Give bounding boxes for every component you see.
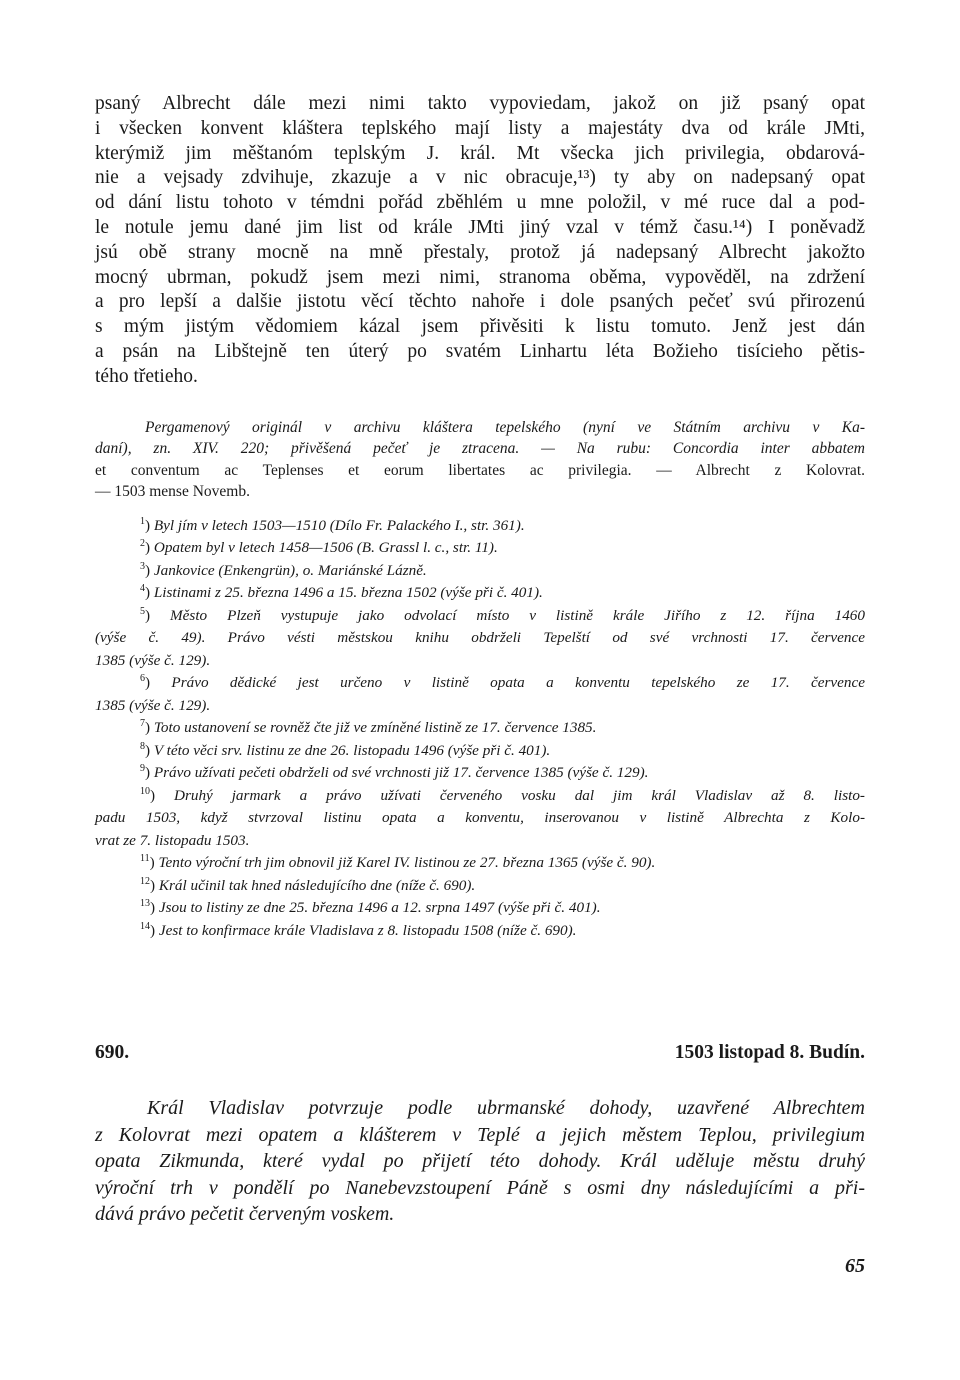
main-text-line: mocný ubrman, pokudž jsem mezi nimi, stranoma oběma, vypověděl, na zdržení — [95, 266, 865, 288]
footnote-mark-paren: ) — [150, 786, 174, 804]
footnote-text: padu 1503, když stvrzoval listinu opata a konventu, inserovanou v listině Albrechta z Kolo- — [95, 809, 865, 827]
footnote — [95, 762, 865, 785]
footnote-text: 1385 (výše č. 129). — [95, 696, 211, 714]
footnote-mark: 4 — [140, 583, 145, 594]
footnote — [95, 717, 865, 740]
main-text-line: psaný Albrecht dále mezi nimi takto vypoviedam, jakož on již psaný opat — [95, 93, 865, 114]
footnote-mark-paren: ) — [145, 674, 172, 692]
footnote-line — [95, 897, 865, 920]
footnote — [95, 672, 865, 717]
footnote — [95, 605, 865, 673]
footnote-mark-paren: ) — [150, 899, 159, 917]
main-text-line: jsú obě strany mocně na mně přestaly, protož já nadepsaný Albrecht jakožto — [95, 241, 865, 263]
footnote-mark: 12 — [140, 875, 150, 887]
footnote — [95, 875, 865, 898]
source-note-line: Pergamenový originál v archivu kláštera tepelského (nyní ve Státním archivu v Ka- — [145, 418, 865, 436]
footnote-line — [95, 515, 865, 538]
footnote — [95, 740, 865, 763]
footnote-mark: 2 — [140, 538, 145, 549]
main-text-line: i všecken konvent kláštera teplského mají listy a majestáty dva od krále JMti, — [95, 117, 865, 139]
footnote-mark-paren: ) — [145, 741, 154, 759]
footnote-text: Jankovice (Enkengrün), o. Mariánské Lázně. — [153, 561, 427, 579]
footnote-mark-paren: ) — [150, 876, 159, 894]
footnote-line — [95, 537, 865, 560]
footnote-mark: 5 — [140, 605, 145, 617]
footnote-mark-paren: ) — [145, 561, 154, 579]
main-text-line: tého třetieho. — [95, 365, 198, 387]
footnote-line — [95, 582, 865, 605]
footnote-mark: 14 — [140, 920, 150, 932]
footnote-mark: 11 — [140, 853, 150, 864]
regest-line: dává právo pečetit červeným voskem. — [95, 1203, 395, 1225]
footnote-line — [95, 672, 865, 695]
footnote-text: Tento výroční trh jim obnovil již Karel IV. listinou ze 27. března 1365 (výše č. 90). — [158, 854, 656, 872]
footnote-mark: 7 — [140, 718, 145, 729]
main-text-line: a pro lepší a dalšie jistotu věcí těchto nahoře i dole psaných pečeť svú přirozenú — [95, 291, 865, 313]
footnote-text: Právo dědické jest určeno v listině opata a konventu tepelského ze 17. července — [171, 674, 865, 692]
footnote-mark-paren: ) — [145, 606, 171, 624]
footnote-mark: 1 — [140, 515, 145, 527]
footnote-line — [95, 740, 865, 763]
footnote — [95, 560, 865, 583]
footnote-line — [95, 605, 865, 628]
footnote-mark: 8 — [140, 740, 145, 752]
main-text-line: s mým jistým vědomiem kázal jsem přivěsiti k listu tomuto. Jenž jest dán — [95, 316, 865, 338]
footnote-mark: 6 — [140, 673, 145, 684]
footnote — [95, 920, 865, 943]
main-text-line: le notule jemu dané jim list od krále JMti jiný vzal v témž času.¹⁴) I poněvadž — [95, 216, 865, 238]
footnote-text: Město Plzeň vystupuje jako odvolací místo v listině krále Jiřího z 12. října 1460 — [170, 606, 865, 624]
footnote-mark: 3 — [140, 560, 145, 572]
footnote-text: Jsou to listiny ze dne 25. března 1496 a 12. srpna 1497 (výše při č. 401). — [158, 899, 601, 917]
footnote-line — [95, 695, 865, 718]
footnote — [95, 852, 865, 875]
document-header — [95, 1042, 865, 1070]
footnote-mark-paren: ) — [145, 584, 154, 602]
footnote-mark-paren: ) — [149, 854, 159, 872]
regest-line: Král Vladislav potvrzuje podle ubrmanské dohody, uzavřené Albrechtem — [147, 1097, 865, 1119]
footnote-line — [95, 875, 865, 898]
footnote-text: Opatem byl v letech 1458—1506 (B. Grassl l. c., str. 11). — [153, 539, 498, 557]
document-date-place: 1503 listopad 8. Budín. — [674, 1042, 865, 1063]
footnote-text: 1385 (výše č. 129). — [95, 651, 211, 669]
main-text — [95, 92, 865, 390]
main-text-line: nie a vejsady zdvihuje, zkazuje a v nic obracuje,¹³) ty aby on nadepsaný opat — [95, 167, 865, 189]
footnote-text: Druhý jarmark a právo užívati červeného vosku dal jim král Vladislav až 8. listo- — [173, 786, 865, 804]
footnote-text: vrat ze 7. listopadu 1503. — [95, 831, 250, 849]
footnote-mark: 13 — [140, 898, 150, 909]
footnote — [95, 515, 865, 538]
footnote — [95, 582, 865, 605]
footnote-text: (výše č. 49). Právo vésti městskou knihu obdrželi Tepelští od své vrchnosti 17. července — [95, 629, 865, 647]
footnote-text: Listinami z 25. března 1496 a 15. března 1502 (výše při č. 401). — [153, 584, 543, 602]
regest — [95, 1095, 865, 1228]
footnote-line — [95, 920, 865, 943]
document-number: 690. — [95, 1042, 130, 1063]
footnote-text: Byl jím v letech 1503—1510 (Dílo Fr. Palackého I., str. 361). — [153, 516, 525, 534]
footnotes — [95, 515, 865, 943]
footnote-line — [95, 650, 865, 673]
footnote-line — [95, 785, 865, 808]
footnote-text: Právo užívati pečeti obdrželi od své vrchnosti již 17. července 1385 (výše č. 129). — [153, 764, 649, 782]
footnote-mark-paren: ) — [145, 539, 154, 557]
main-text-line: od dání listu tohoto v témdni pořád zběhlém u mne položil, v mé ruce dal a pod- — [95, 192, 865, 214]
footnote-text: V této věci srv. listinu ze dne 26. listopadu 1496 (výše při č. 401). — [153, 741, 551, 759]
footnote-text: Toto ustanovení se rovněž čte již ve zmíněné listině ze 17. července 1385. — [153, 719, 597, 737]
footnote-text: Král učinil tak hned následujícího dne (níže č. 690). — [158, 876, 476, 894]
footnote-mark-paren: ) — [145, 719, 154, 737]
main-text-line: kterýmiž jim měštanóm teplským J. král. Mt všecka jich privilegia, obdarová- — [95, 142, 865, 164]
source-note — [95, 417, 865, 503]
footnote-line — [95, 762, 865, 785]
footnote-mark-paren: ) — [145, 516, 154, 534]
footnote-line — [95, 717, 865, 740]
footnote — [95, 537, 865, 560]
footnote-mark: 9 — [140, 763, 145, 774]
footnote-mark: 10 — [140, 785, 150, 797]
page-body — [95, 92, 865, 942]
page-number: 65 — [845, 1255, 865, 1277]
footnote-line — [95, 560, 865, 583]
footnote-text: Jest to konfirmace krále Vladislava z 8. listopadu 1508 (níže č. 690). — [158, 921, 577, 939]
regest-line: opata Zikmunda, které vydal po přijetí této dohody. Král uděluje městu druhý — [95, 1150, 865, 1172]
regest-line: výroční trh v pondělí po Nanebevzstoupení Páně s osmi dny následujícími a při- — [95, 1176, 865, 1199]
footnote-line — [95, 807, 865, 830]
source-note-line: daní), zn. XIV. 220; přivěšená pečeť je ztracena. — Na rubu: Concordia inter abbatem — [95, 440, 865, 458]
footnote — [95, 897, 865, 920]
footnote-mark-paren: ) — [145, 764, 154, 782]
source-note-line: et conventum ac Teplenses et eorum libertates ac privilegia. — Albrecht z Kolovrat. — [95, 461, 865, 479]
main-text-line: a psán na Libštejně ten úterý po svatém Linhartu léta Božieho tisícieho pětis- — [95, 340, 865, 362]
footnote-line — [95, 852, 865, 875]
regest-line: z Kolovrat mezi opatem a klášterem v Teplé a jejich městem Teplou, privilegium — [95, 1123, 865, 1146]
footnote-line — [95, 627, 865, 650]
source-note-line: — 1503 mense Novemb. — [95, 483, 250, 501]
footnote-mark-paren: ) — [150, 921, 159, 939]
footnote — [95, 785, 865, 853]
footnote-line — [95, 830, 865, 853]
